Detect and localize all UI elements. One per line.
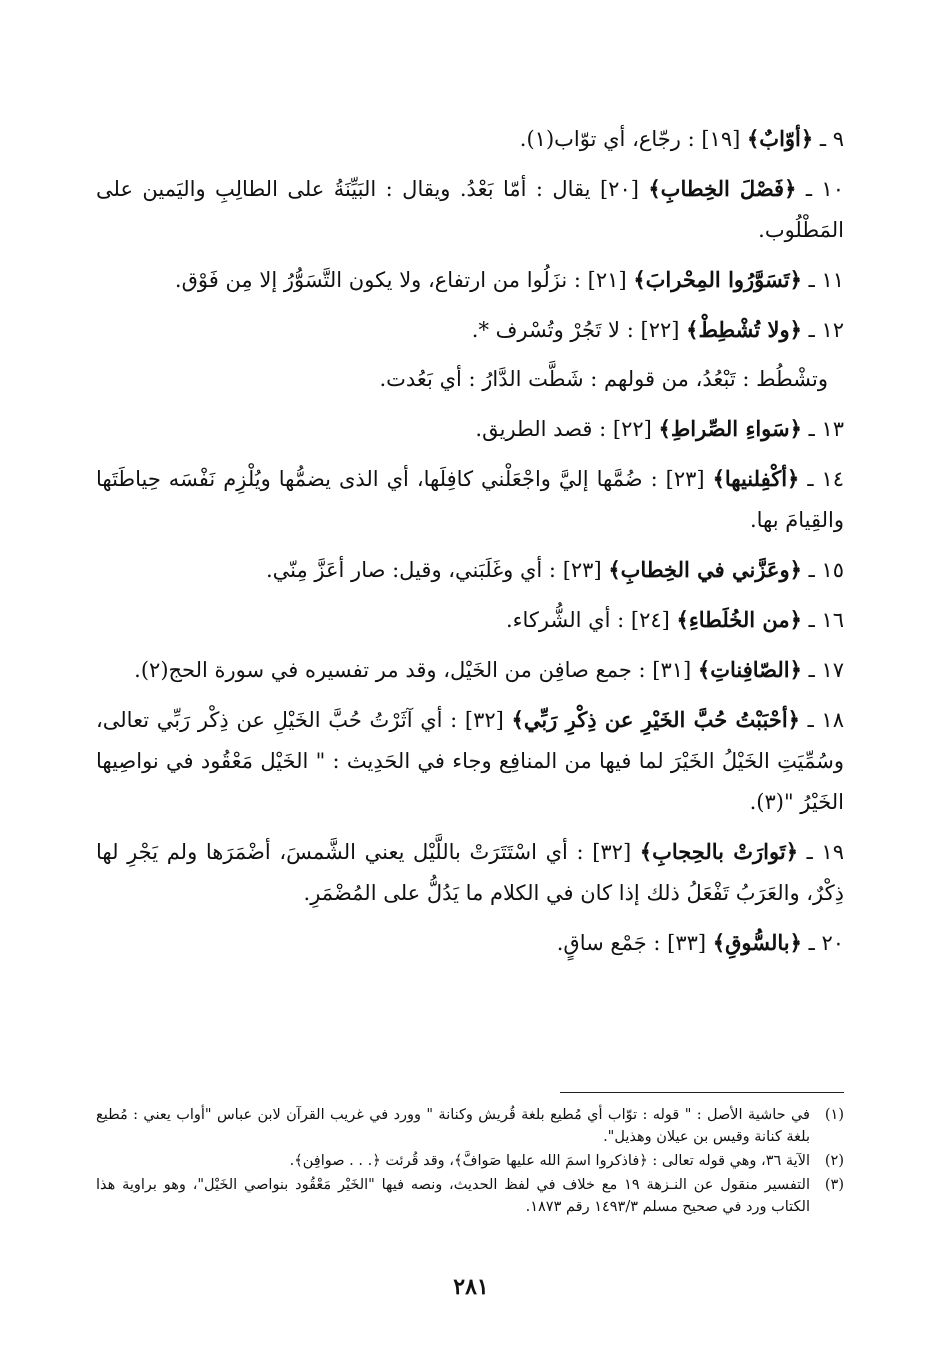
entry-term: ﴿أحْبَبْتُ حُبَّ الخَيْرِ عن ذِكْرِ رَبِّي﴾ — [511, 707, 800, 732]
entry-definition: : أي اسْتَتَرَتْ باللَّيْل يعني الشَّمسَ، أضْمَرَها ولم يَجْرِ لها ذِكْرٌ، والعَرَبُ تَفْعَلُ ذلك إذا كان في الكلام ما يَدُلُّ على المُضْمَرِ. — [96, 840, 844, 905]
verse-reference: [٣١] — [652, 658, 692, 682]
entry-definition: : لا تَجُرْ وتُسْرف *. — [471, 318, 634, 342]
entry-number: ٩ ـ — [819, 127, 844, 151]
entry-definition: : جمع صافِن من الخَيْل، وقد مر تفسيره في سورة الحج(٢). — [134, 658, 646, 682]
verse-reference: [٢٠] — [599, 177, 639, 201]
verse-reference: [٣٢] — [464, 708, 504, 732]
entry-number: ١٧ ـ — [808, 658, 844, 682]
entry-20 — [96, 922, 844, 964]
entry-13 — [96, 408, 844, 450]
footnote-2 — [96, 1150, 844, 1172]
entry-term: ﴿سَواءِ الصِّراطِ﴾ — [658, 416, 802, 441]
entry-term: ﴿أكْفِلنيها﴾ — [712, 466, 800, 491]
entry-number: ١٣ ـ — [808, 417, 844, 441]
entry-number: ١٠ ـ — [805, 177, 844, 201]
entry-number: ١٥ ـ — [808, 558, 844, 582]
entry-term: ﴿بالسُّوقِ﴾ — [712, 930, 802, 955]
entry-12-continuation — [96, 359, 844, 400]
entry-term: ﴿أوّابٌ﴾ — [747, 126, 814, 151]
entry-number: ١١ ـ — [808, 268, 844, 292]
entry-definition: : رجّاع، أي توّاب(١). — [519, 127, 695, 151]
entry-definition: : نزَلُوا من ارتفاع، ولا يكون التَّسَوُّرُ إلا مِن فَوْق. — [174, 268, 581, 292]
footnote-text: التفسير منقول عن النـزهة ١٩ مع خلاف في لفظ الحديث، ونصه فيها "الخَيْر مَعْقُود بنواصي الخَيْل"، وهو براوية هذا الكتاب ورد في صحيح مسلم ١٤٩٣/٣ رقم ١٨٧٣. — [96, 1177, 810, 1215]
page-number: ٢٨١ — [453, 1274, 489, 1300]
verse-reference: [٢٤] — [630, 608, 670, 632]
entry-18 — [96, 699, 844, 823]
entry-definition: وتشْطُط : تَبْعُدُ، من قولهم : شَطَّت الدَّارُ : أي بَعُدت. — [379, 367, 828, 391]
entry-definition: : ضُمَّها إليَّ واجْعَلْني كافِلَها، أي الذى يضمُّها ويُلْزِم نَفْسَه حِياطَتَها والقِيامَ بها. — [96, 467, 844, 532]
entry-term: ﴿تَسَوَّرُوا المِحْرابَ﴾ — [633, 267, 802, 292]
verse-reference: [٢١] — [587, 268, 627, 292]
footnote-mark: (٢) — [824, 1153, 844, 1169]
verse-reference: [٣٣] — [667, 931, 707, 955]
entry-number: ١٦ ـ — [808, 608, 844, 632]
entry-definition: : قصد الطريق. — [475, 417, 607, 441]
verse-reference: [٢٢] — [640, 318, 680, 342]
entry-number: ١٨ ـ — [807, 708, 844, 732]
entry-definition: : جَمْع ساقٍ. — [556, 931, 661, 955]
entry-11 — [96, 259, 844, 301]
entry-definition: يقال : أمّا بَعْدُ. ويقال : البَيِّنَةُ على الطالِبِ واليَمين على المَطْلُوب. — [96, 177, 844, 242]
entry-17 — [96, 649, 844, 691]
entry-term: ﴿من الخُلَطاءِ﴾ — [676, 607, 802, 632]
verse-reference: [٢٢] — [612, 417, 652, 441]
footnote-mark: (٣) — [824, 1177, 844, 1193]
entry-term: ﴿وعَزَّني في الخِطابِ﴾ — [608, 557, 802, 582]
glossary-body — [96, 118, 844, 972]
entry-term: ﴿تَوارَتْ بالحِجابِ﴾ — [639, 839, 799, 864]
verse-reference: [١٩] — [701, 127, 741, 151]
footnote-text: الآية ٣٦، وهي قوله تعالى : ﴿فاذكروا اسمَ الله عليها صَوافَّ﴾، وقد قُرئت ﴿. . . صوافِن﴾. — [289, 1153, 810, 1169]
footnote-1 — [96, 1104, 844, 1148]
verse-reference: [٢٣] — [665, 467, 705, 491]
footnote-divider — [560, 1092, 844, 1093]
entry-number: ١٩ ـ — [806, 840, 844, 864]
entry-number: ١٤ ـ — [807, 467, 844, 491]
footnote-3 — [96, 1174, 844, 1218]
entry-number: ٢٠ ـ — [808, 931, 844, 955]
footnote-mark: (١) — [824, 1107, 844, 1123]
entry-number: ١٢ ـ — [808, 318, 844, 342]
entry-14 — [96, 458, 844, 541]
entry-term: ﴿ولا تُشْطِطْ﴾ — [686, 317, 802, 342]
entry-term: ﴿فَصْلَ الخِطابِ﴾ — [648, 176, 797, 201]
entry-16 — [96, 599, 844, 641]
entry-definition: : أي الشُّركاء. — [505, 608, 625, 632]
entry-definition: : أي آثَرْتُ حُبَّ الخَيْلِ عن ذِكْر رَبِّي تعالى، وسُمِّيَتِ الخَيْلُ الخَيْرَ لما فيها من المنافِع وجاء في الحَدِيث : " الخَيْل مَعْقُود في نواصِيها الخَيْرُ "(٣). — [96, 708, 844, 814]
entry-10 — [96, 168, 844, 251]
entry-15 — [96, 549, 844, 591]
entry-9 — [96, 118, 844, 160]
entry-19 — [96, 831, 844, 914]
verse-reference: [٢٣] — [562, 558, 602, 582]
entry-12 — [96, 309, 844, 351]
footnote-text: في حاشية الأصل : " قوله : توّاب أي مُطيع بلغة قُريش وكنانة " وورد في غريب القرآن لابن عباس "أواب يعني : مُطيع بلغة كنانة وقيس بن عيلان وهذيل". — [96, 1107, 810, 1145]
entry-definition: : أي وغَلَبَني، وقيل: صار أعَزَّ مِنّي. — [265, 558, 556, 582]
entry-term: ﴿الصّافِناتِ﴾ — [697, 657, 802, 682]
footnotes — [96, 1104, 844, 1220]
verse-reference: [٣٢] — [592, 840, 632, 864]
